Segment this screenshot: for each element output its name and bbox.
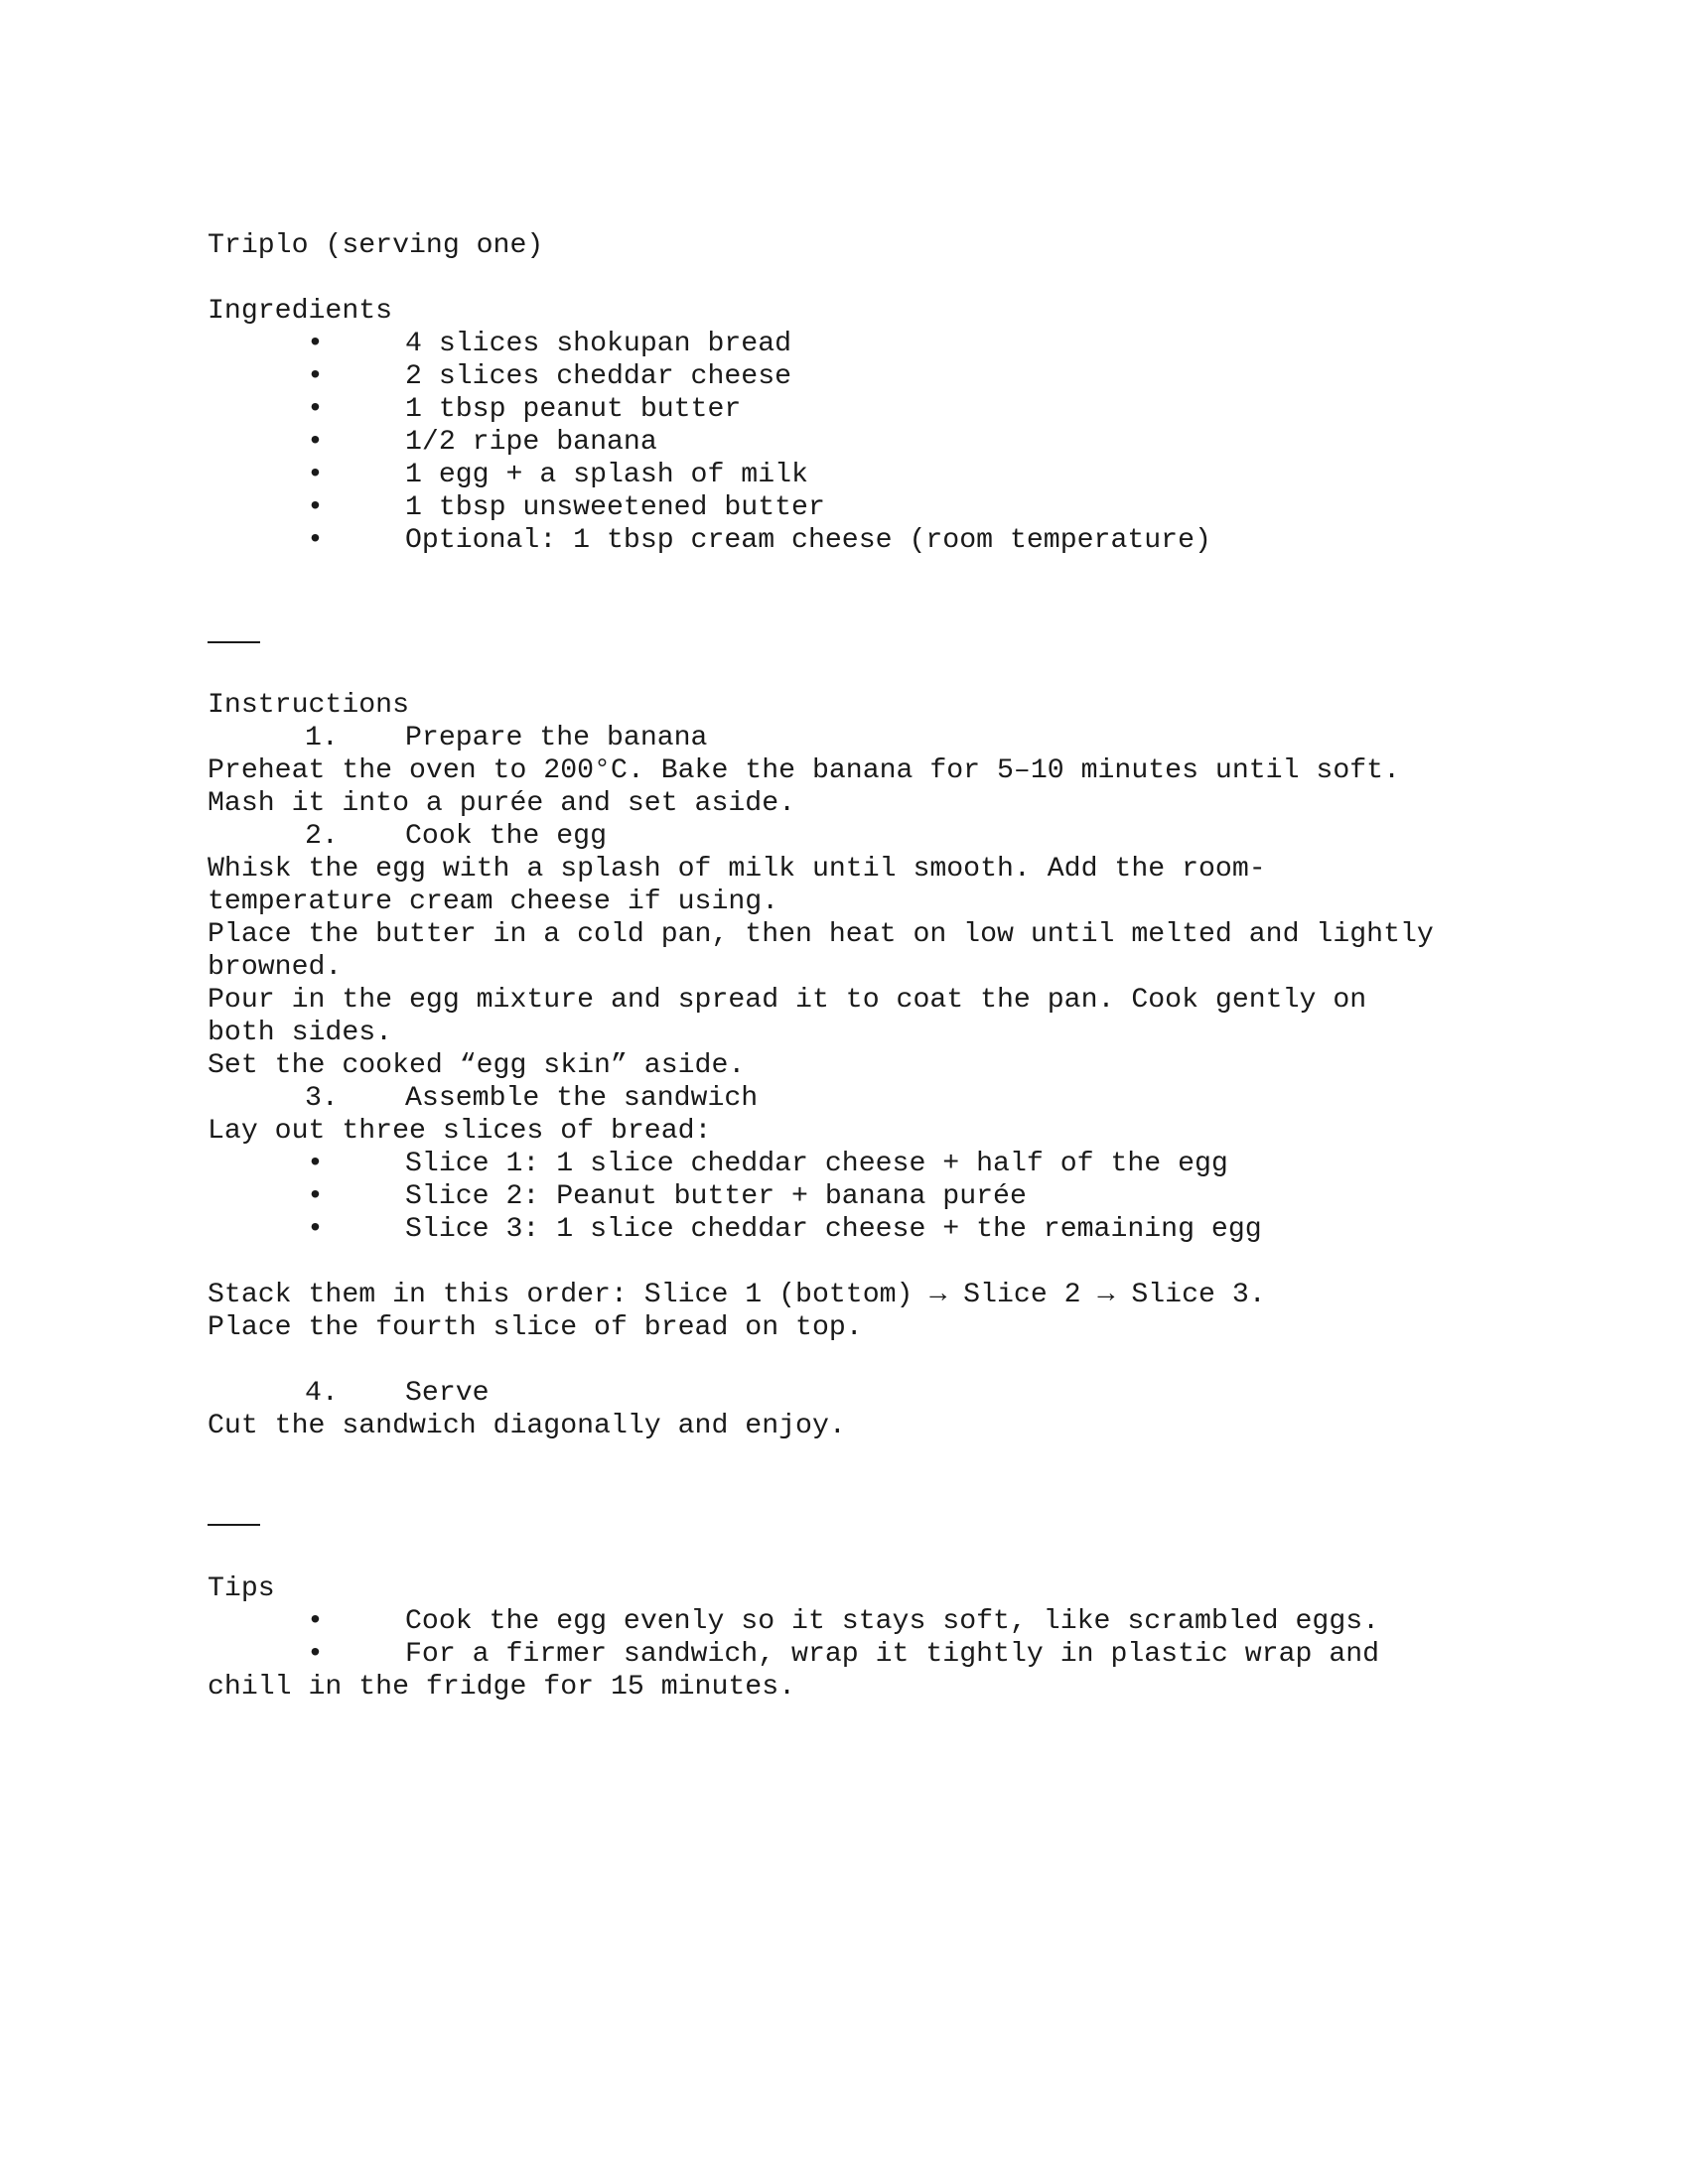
step-text-line: Stack them in this order: Slice 1 (bottom) → Slice 2 → Slice 3.	[208, 1280, 1266, 1310]
bullet-marker: •	[307, 329, 324, 359]
ingredient-text: Optional: 1 tbsp cream cheese (room temperature)	[405, 525, 1211, 556]
step-title: Prepare the banana	[405, 723, 708, 753]
bullet-marker: •	[307, 427, 324, 458]
step-text-line: Place the fourth slice of bread on top.	[208, 1312, 863, 1343]
tip-text: For a firmer sandwich, wrap it tightly in plastic wrap and	[405, 1639, 1380, 1670]
step-intro: Lay out three slices of bread:	[208, 1116, 712, 1147]
bullet-marker: •	[307, 361, 324, 392]
bullet-marker: •	[307, 1181, 324, 1212]
ingredient-text: 1 tbsp peanut butter	[405, 394, 742, 425]
ingredient-text: 2 slices cheddar cheese	[405, 361, 792, 392]
tips-heading: Tips	[208, 1573, 275, 1604]
bullet-marker: •	[307, 1639, 324, 1670]
ingredient-text: 1/2 ripe banana	[405, 427, 657, 458]
step-text-line: Set the cooked “egg skin” aside.	[208, 1050, 746, 1081]
step-title: Assemble the sandwich	[405, 1083, 759, 1114]
bullet-marker: •	[307, 525, 324, 556]
section-divider	[208, 641, 260, 643]
assembly-text: Slice 1: 1 slice cheddar cheese + half of the egg	[405, 1149, 1228, 1179]
step-text-line: Mash it into a purée and set aside.	[208, 788, 796, 819]
bullet-marker: •	[307, 1149, 324, 1179]
ingredient-text: 1 egg + a splash of milk	[405, 460, 808, 490]
bullet-marker: •	[307, 460, 324, 490]
step-text-line: Preheat the oven to 200°C. Bake the banana for 5–10 minutes until soft.	[208, 755, 1400, 786]
ingredients-heading: Ingredients	[208, 296, 393, 327]
bullet-marker: •	[307, 394, 324, 425]
tip-text: Cook the egg evenly so it stays soft, like scrambled eggs.	[405, 1606, 1380, 1637]
step-number: 1.	[305, 723, 339, 753]
assembly-text: Slice 2: Peanut butter + banana purée	[405, 1181, 1027, 1212]
step-title: Cook the egg	[405, 821, 607, 852]
step-text-line: browned.	[208, 952, 343, 983]
bullet-marker: •	[307, 492, 324, 523]
step-text-line: Pour in the egg mixture and spread it to coat the pan. Cook gently on	[208, 985, 1367, 1016]
step-text-line: Place the butter in a cold pan, then heat on low until melted and lightly	[208, 919, 1434, 950]
bullet-marker: •	[307, 1214, 324, 1245]
step-title: Serve	[405, 1378, 490, 1409]
step-text-line: temperature cream cheese if using.	[208, 887, 779, 917]
step-text-line: both sides.	[208, 1018, 393, 1048]
tip-continuation: chill in the fridge for 15 minutes.	[208, 1672, 796, 1703]
step-text-line: Cut the sandwich diagonally and enjoy.	[208, 1411, 846, 1441]
bullet-marker: •	[307, 1606, 324, 1637]
step-number: 3.	[305, 1083, 339, 1114]
step-text-line: Whisk the egg with a splash of milk until smooth. Add the room-	[208, 854, 1266, 885]
section-divider	[208, 1524, 260, 1526]
recipe-title: Triplo (serving one)	[208, 230, 544, 261]
ingredient-text: 1 tbsp unsweetened butter	[405, 492, 825, 523]
step-number: 4.	[305, 1378, 339, 1409]
step-number: 2.	[305, 821, 339, 852]
instructions-heading: Instructions	[208, 690, 409, 721]
ingredient-text: 4 slices shokupan bread	[405, 329, 792, 359]
assembly-text: Slice 3: 1 slice cheddar cheese + the remaining egg	[405, 1214, 1262, 1245]
